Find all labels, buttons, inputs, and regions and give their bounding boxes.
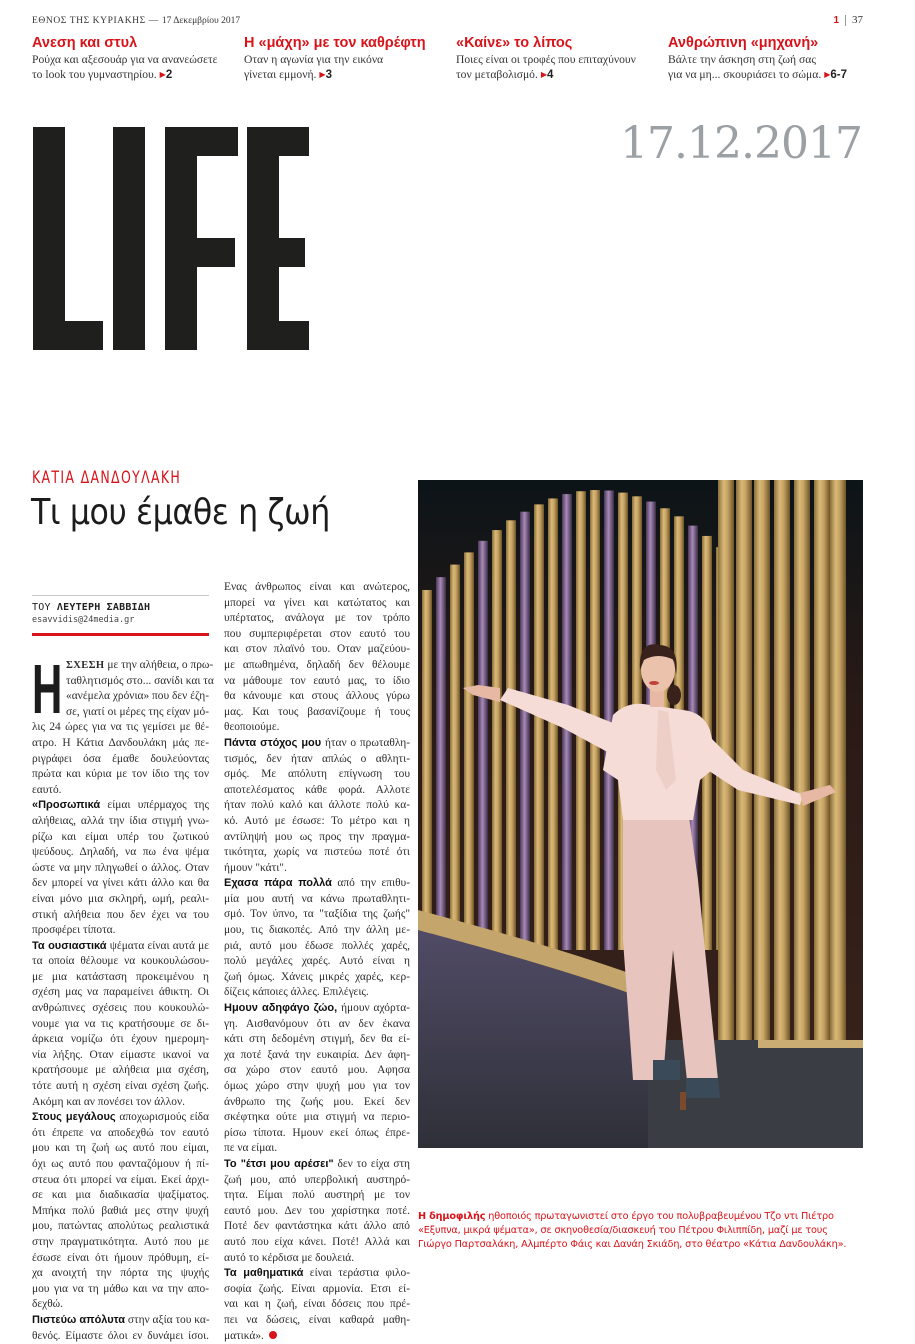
article-line: δεν μπορεί να γίνει κάτι άλλο και θα bbox=[32, 876, 209, 892]
page-number-value: 37 bbox=[852, 14, 863, 26]
stage-tube bbox=[814, 480, 830, 1040]
stage-tube bbox=[492, 530, 502, 950]
article-line: εαυτό. bbox=[32, 783, 209, 799]
article-line: άρκεια νομίζω ότι έχουν ημερομη- bbox=[32, 1032, 209, 1048]
article-line: Στους μεγάλους αποχωρισμούς είδα bbox=[32, 1110, 209, 1126]
article-line: νία λήξης. Οταν είμαστε ικανοί να bbox=[32, 1048, 209, 1064]
article-line: έσωσε είναι ότι ήμουν πρόθυμη, εί- bbox=[32, 1251, 209, 1267]
article-line: ριά, αυτό μου έδωσε πολλές χαρές, bbox=[224, 939, 410, 955]
article-line: ήταν πολύ καλό και άλλοτε πολύ κα- bbox=[224, 798, 410, 814]
masthead-separator: — bbox=[149, 16, 159, 26]
stage-tube bbox=[534, 504, 544, 950]
paragraph-lead: Πιστεύω απόλυτα bbox=[32, 1314, 125, 1326]
article-line: ριγράφει όσα έμαθε δουλεύοντας bbox=[32, 752, 209, 768]
teaser-text: Ποιες είναι οι τροφές που επιταχύνουν τον μεταβολισμό. ▶4 bbox=[456, 53, 661, 82]
stage-tube bbox=[464, 552, 474, 950]
article-line: κό. Αυτό με έσωσε: Το μέτρο και η bbox=[224, 814, 410, 830]
caption-lead: Η δημοφιλής bbox=[418, 1211, 485, 1222]
article-line: ζωή μου, από υπερβολική αυστηρό- bbox=[224, 1173, 410, 1189]
article-column-1 bbox=[32, 658, 209, 1344]
article-line: αντίληψή μου ως προς την πραγμα- bbox=[224, 830, 410, 846]
article-line: πει να δώσεις, είναι καθαρά μαθη- bbox=[224, 1313, 410, 1329]
teaser-title: «Καίνε» το λίπος bbox=[456, 35, 661, 52]
article-line: χα ποτέ ξανά την ευκαιρία. Δεν άφη- bbox=[224, 1048, 410, 1064]
paragraph-lead: Εχασα πάρα πολλά bbox=[224, 877, 332, 889]
article-line: «ανέμελα χρόνια» που δεν έζη- bbox=[32, 689, 209, 705]
byline-author: ΤΟΥ ΛΕΥΤΕΡΗ ΣΑΒΒΙΔΗ bbox=[32, 602, 209, 613]
article-line: μου και τη ζωή ως αυτό που είμαι, bbox=[32, 1141, 209, 1157]
article-line: Ποτέ δεν φαντάστηκα κάτι άλλο από bbox=[224, 1219, 410, 1235]
article-line: είναι μόνο μια σκληρή, ωμή, ρεαλι- bbox=[32, 892, 209, 908]
article-line: μου, τις διακοπές. Από την άλλη με- bbox=[224, 923, 410, 939]
article-line: σοφία ζωής. Είναι αρμονία. Ετσι εί- bbox=[224, 1282, 410, 1298]
article-line: ρίσω τίποτα. Ημουν εκεί όπως έπρε- bbox=[224, 1126, 410, 1142]
section-logo-life bbox=[30, 118, 310, 358]
arrow-right-icon: ▶ bbox=[541, 70, 547, 79]
paragraph-lead: Ημουν αδηφάγο ζώο, bbox=[224, 1002, 337, 1014]
article-line: τα οποία θέλουμε να κουκουλώσου- bbox=[32, 954, 209, 970]
paragraph-lead: «Προσωπικά bbox=[32, 799, 100, 811]
byline-red-rule bbox=[32, 633, 209, 636]
article-line: μου για να τη μάθω και να την απο- bbox=[32, 1282, 209, 1298]
article-line: ψεύδους. Δηλαδή, να πω ένα ψέμα bbox=[32, 845, 209, 861]
article-line: ατρο. Η Κάτια Δανδουλάκη μάς πε- bbox=[32, 736, 209, 752]
article-line: αυτό που είχα κάνει. Ποτέ! Αλλά και bbox=[224, 1235, 410, 1251]
intro-lead-word: ΣΧΕΣΗ bbox=[66, 660, 104, 671]
article-line: σμός. Με απόλυτη επίγνωση του bbox=[224, 767, 410, 783]
article-line: στευα ότι μπορεί να είμαι. Εκεί άρχι- bbox=[32, 1173, 209, 1189]
article-column-2 bbox=[224, 580, 410, 1344]
teaser-text: Ρούχα και αξεσουάρ για να ανανεώσετε το look του γυμναστηρίου. ▶2 bbox=[32, 53, 237, 82]
article-line: σκέφτηκα ούτε μια στιγμή να περιο- bbox=[224, 1110, 410, 1126]
paragraph-lead: Τα μαθηματικά bbox=[224, 1267, 303, 1279]
article-line: μας. Και τους βασανίζουμε ή τους bbox=[224, 705, 410, 721]
article-line: ματικά». bbox=[224, 1329, 410, 1344]
article-line: χα ανοιχτή την πόρτα της ψυχής bbox=[32, 1266, 209, 1282]
article-photo bbox=[418, 480, 863, 1148]
article-line: Πιστεύω απόλυτα στην αξία του κα- bbox=[32, 1313, 209, 1329]
article-line: Τα μαθηματικά είναι τεράστια φιλο- bbox=[224, 1266, 410, 1282]
teaser-text: Βάλτε την άσκηση στη ζωή σας για να μη... σκουριάσει το σώμα. ▶6-7 bbox=[668, 53, 873, 82]
article-line: όχι ως αυτό που φανταζόμουν ή πί- bbox=[32, 1157, 209, 1173]
article-line: σα χώρο στον εαυτό μου. Αφησα bbox=[224, 1063, 410, 1079]
article-line: σε, γιατί οι μέρες της είχαν μό- bbox=[32, 705, 209, 721]
article-line: άνθρωπο της ζωής μου. Εκεί δεν bbox=[224, 1095, 410, 1111]
article-line: «Προσωπικά είμαι υπέρμαχος της bbox=[32, 798, 209, 814]
article-line: με μια κατάσταση προκειμένου η bbox=[32, 970, 209, 986]
article-line: πολύ μεγάλες χαρές. Αυτό είναι η bbox=[224, 954, 410, 970]
teaser-page-ref: 6-7 bbox=[830, 69, 847, 81]
stage-tube bbox=[520, 512, 530, 950]
stage-tube bbox=[450, 565, 460, 950]
article-line: πε να είμαι. bbox=[224, 1141, 410, 1157]
article-line: μία μου αυτή να κάνω πρωταθλητι- bbox=[224, 892, 410, 908]
article-line: γη. Αισθανόμουν ότι αν δεν έκανα bbox=[224, 1017, 410, 1033]
stage-tube bbox=[506, 520, 516, 950]
stage-tube bbox=[774, 480, 790, 1040]
byline bbox=[32, 595, 209, 636]
caption-line: Γιώργο Παρτσαλάκη, Αλμπέρτο Φάις και Δανάη Σκιάδη, στο θέατρο «Κάτια Δανδουλάκη». bbox=[418, 1239, 846, 1250]
article-line: τικότητα, χωρίς να πιστεύω ποτέ ότι bbox=[224, 845, 410, 861]
article-line: Ημουν αδηφάγο ζώο, ήμουν αχόρτα- bbox=[224, 1001, 410, 1017]
article-line: ότι έπρεπε να αποδεχθώ τον εαυτό bbox=[32, 1126, 209, 1142]
article-line: Ακόμη και αν πονέσει τον άλλον. bbox=[32, 1095, 209, 1111]
teaser-title: Ανθρώπινη «μηχανή» bbox=[668, 35, 873, 52]
stage-tube bbox=[736, 480, 752, 1040]
masthead-date: 17 Δεκεμβρίου 2017 bbox=[162, 16, 240, 26]
arrow-right-icon: ▶ bbox=[319, 70, 325, 79]
article-line: εαυτό μου. Δεν του χαρίστηκα ποτέ. bbox=[224, 1204, 410, 1220]
article-line: σε και μια διαδικασία ψαξίματος. bbox=[32, 1188, 209, 1204]
stage-tube bbox=[422, 590, 432, 950]
drop-cap: Η bbox=[32, 660, 49, 720]
issue-date: 17.12.2017 bbox=[620, 118, 862, 170]
teaser[interactable] bbox=[668, 35, 873, 82]
article-line: αυτό το κέρδισα με δουλειά. bbox=[224, 1251, 410, 1267]
article-kicker: ΚΑΤΙΑ ΔΑΝΔΟΥΛΑΚΗ bbox=[32, 468, 181, 488]
teaser-page-ref: 4 bbox=[547, 69, 553, 81]
teaser-title: Ανεση και στυλ bbox=[32, 35, 237, 52]
page-number-divider bbox=[845, 15, 846, 26]
article-line: δεχθώ. bbox=[32, 1297, 209, 1313]
article-line: στην πραγματικότητα. Αυτό που με bbox=[32, 1235, 209, 1251]
teaser[interactable] bbox=[456, 35, 661, 82]
caption-line: «Εξυπνα, μικρά ψέματα», σε σκηνοθεσία/διασκευή του Πέτρου Φιλιππίδη, μαζί με τους bbox=[418, 1225, 828, 1236]
section-number: 1 bbox=[833, 15, 839, 26]
article-line: θενός. Είμαστε όλοι εν δυνάμει ίσοι. bbox=[32, 1329, 209, 1344]
article-line: Εχασα πάρα πολλά από την επιθυ- bbox=[224, 876, 410, 892]
article-line: αλήθειας, αλλά την ίδια στιγμή γνω- bbox=[32, 814, 209, 830]
article-line: ναι και η ζωή, είναι δόσεις που πρέ- bbox=[224, 1297, 410, 1313]
article-line: θα κάνουμε και στους άλλους γύρω bbox=[224, 689, 410, 705]
article-line: αποτελέσματος κάθε φορά. Αλλοτε bbox=[224, 783, 410, 799]
article-headline: Τι μου έμαθε η ζωή bbox=[31, 490, 330, 536]
teaser-text: Οταν η αγωνία για την εικόνα γίνεται εμμονή. ▶3 bbox=[244, 53, 449, 82]
stage-tube bbox=[754, 480, 770, 1040]
article-line: Ενας άνθρωπος είναι και ανώτερος, bbox=[224, 580, 410, 596]
article-line: σμό. Τον ύπνο, τα "ταξίδια της ζωής" bbox=[224, 907, 410, 923]
article-line: λις 24 ώρες για να τις γεμίσει με θέ- bbox=[32, 720, 209, 736]
article-line: στική αλήθεια που δεν έχει να του bbox=[32, 908, 209, 924]
article-line: που συμπεριφέρεται στον εαυτό του bbox=[224, 627, 410, 643]
paragraph-lead: Πάντα στόχος μου bbox=[224, 737, 321, 749]
article-line: ήμουν "κάτι". bbox=[224, 861, 410, 877]
article-line: και στον πλαϊνό του. Οταν μαζεύου- bbox=[224, 642, 410, 658]
teaser[interactable] bbox=[32, 35, 237, 82]
article-line: Τα ουσιαστικά ψέματα είναι αυτά με bbox=[32, 939, 209, 955]
arrow-right-icon: ▶ bbox=[824, 70, 830, 79]
caption-line: ηθοποιός πρωταγωνιστεί στο έργο του πολυβραβευμένου Τζο ντι Πιέτρο bbox=[485, 1211, 833, 1222]
article-line: ΣΧΕΣΗ με την αλήθεια, ο πρω- bbox=[32, 658, 209, 674]
masthead bbox=[32, 16, 240, 26]
article-line: πρώτα και κύρια με τον ίδιο της τον bbox=[32, 767, 209, 783]
teaser[interactable] bbox=[244, 35, 449, 82]
article-line: Πάντα στόχος μου ήταν ο πρωταθλη- bbox=[224, 736, 410, 752]
paragraph-lead: Στους μεγάλους bbox=[32, 1111, 116, 1123]
page-number bbox=[833, 14, 863, 26]
article-line: μου, πατώντας απολύτως ρεαλιστικά bbox=[32, 1219, 209, 1235]
article-line: με απωθημένα, δηλαδή δεν θέλουμε bbox=[224, 658, 410, 674]
article-line: τότε αυτή η σχέση είναι σχέση ζωής. bbox=[32, 1079, 209, 1095]
paragraph-lead: Τα ουσιαστικά bbox=[32, 940, 107, 952]
article-line: Το "έτσι μου αρέσει" δεν το είχα στη bbox=[224, 1157, 410, 1173]
byline-email[interactable]: esavvidis@24media.gr bbox=[32, 615, 209, 625]
article-line: τητα. Είμαι πολύ αυστηρή με τον bbox=[224, 1188, 410, 1204]
article-line: σχέση μας να παραμείνει άθικτη. Οι bbox=[32, 985, 209, 1001]
stage-tube bbox=[436, 577, 446, 950]
article-line: υπέρτατος, ανάλογα με τον τρόπο bbox=[224, 611, 410, 627]
article-line: προσφέρει τίποτα. bbox=[32, 923, 209, 939]
article-line: θεοποιούμε. bbox=[224, 720, 410, 736]
article-line: όμως χώρο στην ψυχή μου για τον bbox=[224, 1079, 410, 1095]
stage-tube bbox=[478, 541, 488, 950]
article-line: ζωή όμως. Χάνεις μικρές χαρές, κερ- bbox=[224, 970, 410, 986]
teaser-page-ref: 2 bbox=[166, 69, 172, 81]
stage-tube bbox=[830, 480, 846, 1040]
article-line: ρίζω και είμαι υπέρ του ζωτικού bbox=[32, 830, 209, 846]
teaser-page-ref: 3 bbox=[326, 69, 332, 81]
article-line: ώστε να μην πληγωθεί ο άλλος. Οταν bbox=[32, 861, 209, 877]
article-line: ταθλητισμός στο... σανίδι και τα bbox=[32, 674, 209, 690]
article-line: ανθρώπινες σχέσεις που κουκουλώ- bbox=[32, 1001, 209, 1017]
paragraph-lead: Το "έτσι μου αρέσει" bbox=[224, 1158, 334, 1170]
end-mark-icon bbox=[269, 1331, 277, 1339]
article-line: κάτι στη δεδομένη στιγμή, δεν θα εί- bbox=[224, 1032, 410, 1048]
article-line: μπορεί να γίνει και κατώτατος και bbox=[224, 596, 410, 612]
publication-name: ΕΘΝΟΣ ΤΗΣ ΚΥΡΙΑΚΗΣ bbox=[32, 16, 146, 26]
article-line: να μάθουμε τον εαυτό μας, το ίδιο bbox=[224, 674, 410, 690]
article-line: κρατήσουμε με αλήθεια μια σχέση, bbox=[32, 1063, 209, 1079]
article-line: Μπήκα πολύ βαθιά μες στην ψυχή bbox=[32, 1204, 209, 1220]
article-line: δίζεις κάποιες άλλες. Επιλέγεις. bbox=[224, 985, 410, 1001]
stage-tubes-front bbox=[718, 480, 846, 1040]
arrow-right-icon: ▶ bbox=[160, 70, 166, 79]
stage-tube bbox=[794, 480, 810, 1040]
photo-caption bbox=[418, 1210, 868, 1252]
article-line: τισμός, δεν ήταν απλώς ο αθλητι- bbox=[224, 752, 410, 768]
teaser-title: Η «μάχη» με τον καθρέφτη bbox=[244, 35, 449, 52]
article-line: νουμε για να τις κρατήσουμε σε δι- bbox=[32, 1017, 209, 1033]
